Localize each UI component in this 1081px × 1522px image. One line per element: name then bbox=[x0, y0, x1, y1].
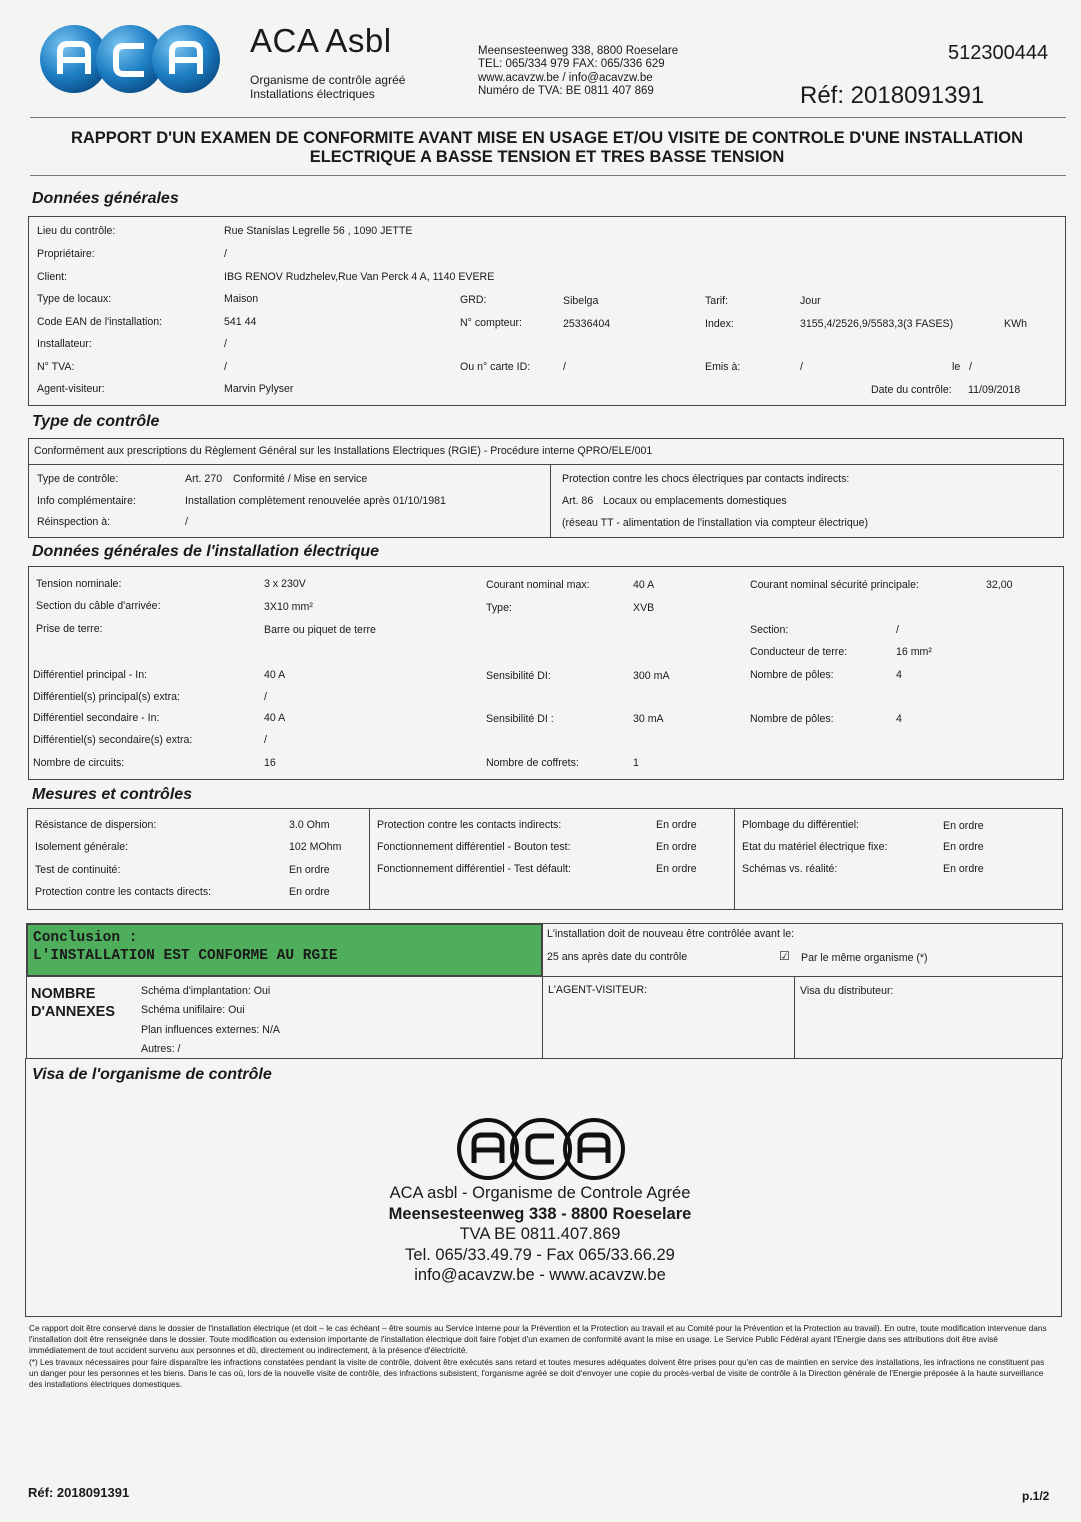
field-label: Type de contrôle: bbox=[37, 473, 119, 485]
field-value: / bbox=[224, 361, 227, 373]
web-mail: www.acavzw.be / info@acavzw.be bbox=[478, 71, 653, 84]
title-line2: ELECTRIQUE A BASSE TENSION ET TRES BASSE TENSION bbox=[309, 148, 785, 166]
field-value: XVB bbox=[633, 602, 655, 614]
section-heading-installation: Données générales de l'installation électrique bbox=[32, 543, 380, 560]
field-value: En ordre bbox=[943, 841, 984, 853]
divider bbox=[550, 465, 551, 537]
document-number: 512300444 bbox=[948, 42, 1049, 64]
field-value: 40 A bbox=[264, 669, 286, 681]
section-heading-general: Données générales bbox=[32, 190, 179, 207]
field-value: Conformité / Mise en service bbox=[233, 473, 368, 485]
footer-reference: Réf: 2018091391 bbox=[28, 1485, 130, 1500]
field-label: Index: bbox=[705, 318, 734, 330]
field-value: / bbox=[224, 248, 227, 260]
field-value: 40 A bbox=[633, 579, 655, 591]
aca-logo-icon bbox=[38, 22, 222, 96]
field-value: En ordre bbox=[289, 864, 330, 876]
visa-stamp bbox=[340, 1183, 740, 1286]
field-value: 102 MOhm bbox=[289, 841, 342, 853]
field-label: Fonctionnement différentiel - Bouton test: bbox=[377, 841, 571, 853]
conclusion-banner bbox=[27, 924, 542, 976]
field-value: / bbox=[896, 624, 899, 636]
field-label: Nombre de pôles: bbox=[750, 669, 834, 681]
field-label: Lieu du contrôle: bbox=[37, 225, 116, 237]
field-value: 16 bbox=[264, 757, 276, 769]
field-label: Prise de terre: bbox=[36, 623, 103, 635]
field-label: Client: bbox=[37, 271, 68, 283]
field-value: 4 bbox=[896, 713, 902, 725]
field-value: Art. 270 bbox=[185, 473, 223, 485]
control-details-box bbox=[28, 464, 1064, 538]
field-value: 25336404 bbox=[563, 318, 611, 330]
field-label: N° TVA: bbox=[37, 361, 75, 373]
annexes-title-line1: NOMBRE bbox=[31, 986, 96, 1002]
annex-item: Schéma d'implantation: Oui bbox=[141, 985, 271, 997]
field-label: Agent-visiteur: bbox=[37, 383, 105, 395]
agent-signature-label: L'AGENT-VISITEUR: bbox=[548, 984, 648, 996]
field-value: En ordre bbox=[943, 863, 984, 875]
field-value: 40 A bbox=[264, 712, 286, 724]
field-value: 30 mA bbox=[633, 713, 664, 725]
field-value: Maison bbox=[224, 293, 259, 305]
field-value: En ordre bbox=[943, 820, 984, 832]
field-value: / bbox=[563, 361, 566, 373]
field-value: 3.0 Ohm bbox=[289, 819, 330, 831]
field-label: Tension nominale: bbox=[36, 578, 122, 590]
field-label: Courant nominal max: bbox=[486, 579, 590, 591]
protection-art: Art. 86 bbox=[562, 495, 594, 507]
conclusion-text: L'INSTALLATION EST CONFORME AU RGIE bbox=[33, 948, 338, 964]
field-label: Sensibilité DI: bbox=[486, 670, 551, 682]
page-number: p.1/2 bbox=[1022, 1489, 1050, 1503]
field-label: Différentiel secondaire - In: bbox=[33, 712, 160, 724]
stamp-line: Meensesteenweg 338 - 8800 Roeselare bbox=[388, 1204, 692, 1223]
field-label: Test de continuité: bbox=[35, 864, 121, 876]
stamp-line: ACA asbl - Organisme de Controle Agrée bbox=[389, 1184, 691, 1202]
field-value: 3155,4/2526,9/5583,3(3 FASES) bbox=[800, 318, 954, 330]
field-value: 3 x 230V bbox=[264, 578, 306, 590]
field-value: / bbox=[264, 691, 267, 703]
divider bbox=[734, 809, 735, 909]
field-label: Résistance de dispersion: bbox=[35, 819, 157, 831]
field-label: Protection contre les contacts indirects: bbox=[377, 819, 562, 831]
field-label: Type: bbox=[486, 602, 512, 614]
stamp-line: Tel. 065/33.49.79 - Fax 065/33.66.29 bbox=[405, 1245, 675, 1264]
field-value: / bbox=[224, 338, 227, 350]
tel-fax: TEL: 065/334 979 FAX: 065/336 629 bbox=[478, 58, 665, 71]
field-value: 16 mm² bbox=[896, 646, 932, 658]
brand-sub-line2: Installations électriques bbox=[250, 87, 375, 101]
field-label: GRD: bbox=[460, 294, 487, 306]
field-label: Nombre de circuits: bbox=[33, 757, 125, 769]
field-label: Date du contrôle: bbox=[871, 384, 952, 396]
field-value: / bbox=[969, 361, 972, 373]
brand-sub-line1: Organisme de contrôle agréé bbox=[250, 73, 406, 87]
section-heading-measures: Mesures et contrôles bbox=[32, 786, 193, 803]
field-label: Différentiel principal - In: bbox=[33, 669, 148, 681]
control-intro: Conformément aux prescriptions du Règlement Général sur les Installations Electriques (RGIE) - Procédure interne QPRO/ELE/001 bbox=[34, 445, 653, 457]
field-value: / bbox=[264, 734, 267, 746]
field-value: 32,00 bbox=[986, 579, 1013, 591]
field-label: Code EAN de l'installation: bbox=[37, 316, 163, 328]
field-value: Marvin Pylyser bbox=[224, 383, 294, 395]
contact-block bbox=[478, 45, 678, 99]
field-value: En ordre bbox=[656, 863, 697, 875]
field-label: Isolement générale: bbox=[35, 841, 129, 853]
annexes-title-line2: D'ANNEXES bbox=[31, 1004, 116, 1020]
field-label: Fonctionnement différentiel - Test défault: bbox=[377, 863, 571, 875]
annexes-title bbox=[31, 985, 115, 1021]
field-label: Courant nominal sécurité principale: bbox=[750, 579, 919, 591]
protection-value: Locaux ou emplacements domestiques bbox=[603, 495, 787, 507]
field-value: IBG RENOV Rudzhelev,Rue Van Perck 4 A, 1140 EVERE bbox=[224, 271, 495, 283]
field-value: 11/09/2018 bbox=[968, 384, 1021, 396]
same-organism-label: Par le même organisme (*) bbox=[801, 952, 928, 964]
field-label: Nombre de pôles: bbox=[750, 713, 834, 725]
section-heading-visa: Visa de l'organisme de contrôle bbox=[32, 1066, 272, 1083]
field-value: Jour bbox=[800, 295, 821, 307]
field-label: Etat du matériel électrique fixe: bbox=[742, 841, 888, 853]
report-title bbox=[40, 129, 1054, 167]
protection-note: (réseau TT - alimentation de l'installation via compteur électrique) bbox=[562, 517, 869, 529]
stamp-line: TVA BE 0811.407.869 bbox=[459, 1225, 621, 1244]
brand-name: ACA Asbl bbox=[250, 22, 392, 59]
legal-paragraph: Ce rapport doit être conservé dans le dossier de l'installation électrique (et doit – le cas échéant – être soumis au Service interne pour la Prévention et la Protection au travail et au Comité pour la Prévention et la Protection au travail). En outre, toute modification intervenue dans l'installation doit être renseignée dans le dossier. Toute modification ou extension importante de l'installation électrique doit faire l'objet d'un examen de conformité avant la mise en usage. Le Service Public Fédéral ayant l'Energie dans ses attributions doit être avisé immédiatement de tout accident survenu aux personnes et dû, directement ou indirectement, à la présence d'électricité. bbox=[29, 1323, 1047, 1356]
field-value: En ordre bbox=[289, 886, 330, 898]
field-value: En ordre bbox=[656, 819, 697, 831]
field-value: / bbox=[185, 516, 188, 528]
legal-paragraph: (*) Les travaux nécessaires pour faire disparaître les infractions constatées pendant la visite de contrôle, doivent être exécutés sans retard et toutes mesures adéquates doivent être prises pour qu'en cas de maintien en service des installations, les infractions ne constituent pas un danger pour les personnes et les biens. Dans le cas où, lors de la nouvelle visite de contrôle, des infractions subsistent, l'organisme agréé se doit d'envoyer une copie du procès-verbal de visite de contrôle à la Direction générale de l'Energie préposée à la haute surveillance des installations électriques domestiques. bbox=[29, 1356, 1045, 1390]
field-label: N° compteur: bbox=[460, 317, 522, 329]
reference-number: Réf: 2018091391 bbox=[800, 82, 985, 109]
vat-number: Numéro de TVA: BE 0811 407 869 bbox=[478, 85, 654, 98]
conclusion-title: Conclusion : bbox=[33, 930, 138, 946]
field-unit: KWh bbox=[1004, 318, 1027, 330]
field-value: Sibelga bbox=[563, 295, 599, 307]
aca-stamp-logo-icon bbox=[456, 1117, 626, 1181]
field-label: Différentiel(s) secondaire(s) extra: bbox=[33, 734, 193, 746]
annex-item: Autres: / bbox=[141, 1043, 181, 1055]
field-label: Type de locaux: bbox=[37, 293, 112, 305]
field-label: Sensibilité DI : bbox=[486, 713, 554, 725]
divider bbox=[794, 976, 795, 1059]
field-label: Emis à: bbox=[705, 361, 741, 373]
field-value: En ordre bbox=[656, 841, 697, 853]
title-line1: RAPPORT D'UN EXAMEN DE CONFORMITE AVANT MISE EN USAGE ET/OU VISITE DE CONTROLE D'UNE INSTALLATION bbox=[70, 129, 1024, 147]
control-intro-box bbox=[28, 438, 1064, 465]
field-value: 541 44 bbox=[224, 316, 257, 328]
installation-box bbox=[28, 566, 1064, 780]
field-label: Installateur: bbox=[37, 338, 92, 350]
field-label: Plombage du différentiel: bbox=[742, 819, 860, 831]
annex-item: Plan influences externes: N/A bbox=[141, 1024, 280, 1036]
field-label: Schémas vs. réalité: bbox=[742, 863, 838, 875]
measures-box bbox=[27, 808, 1063, 910]
field-label: Tarif: bbox=[705, 295, 728, 307]
field-value: 3X10 mm² bbox=[264, 601, 313, 613]
checkbox-checked-icon[interactable]: ☑ bbox=[779, 949, 790, 963]
field-value: Rue Stanislas Legrelle 56 , 1090 JETTE bbox=[224, 225, 413, 237]
field-value: / bbox=[800, 361, 803, 373]
divider bbox=[542, 923, 543, 1059]
field-value: 300 mA bbox=[633, 670, 670, 682]
field-label: Réinspection à: bbox=[37, 516, 111, 528]
field-label: Section: bbox=[750, 624, 789, 636]
field-label: Propriétaire: bbox=[37, 248, 95, 260]
brand-subtitle bbox=[250, 73, 405, 101]
field-label: Nombre de coffrets: bbox=[486, 757, 579, 769]
field-label: Info complémentaire: bbox=[37, 495, 136, 507]
divider bbox=[30, 175, 1066, 176]
field-value: 4 bbox=[896, 669, 902, 681]
field-label: Section du câble d'arrivée: bbox=[36, 600, 161, 612]
field-label: le bbox=[952, 361, 961, 373]
field-label: Différentiel(s) principal(s) extra: bbox=[33, 691, 180, 703]
divider bbox=[369, 809, 370, 909]
legal-notice bbox=[29, 1323, 1051, 1390]
distributor-visa-label: Visa du distributeur: bbox=[800, 985, 894, 997]
field-value: Barre ou piquet de terre bbox=[264, 624, 376, 636]
next-control-label: L'installation doit de nouveau être contrôlée avant le: bbox=[547, 928, 795, 940]
address: Meensesteenweg 338, 8800 Roeselare bbox=[478, 45, 679, 57]
divider bbox=[30, 117, 1066, 118]
field-label: Protection contre les contacts directs: bbox=[35, 886, 212, 898]
divider bbox=[26, 976, 1063, 977]
next-control-value: 25 ans après date du contrôle bbox=[547, 951, 688, 963]
field-value: 1 bbox=[633, 757, 639, 769]
field-label: Conducteur de terre: bbox=[750, 646, 848, 658]
field-value: Installation complètement renouvelée après 01/10/1981 bbox=[185, 495, 446, 507]
field-label: Ou n° carte ID: bbox=[460, 361, 531, 373]
general-data-box bbox=[28, 216, 1066, 406]
section-heading-control: Type de contrôle bbox=[32, 413, 160, 430]
annex-item: Schéma unifilaire: Oui bbox=[141, 1004, 245, 1016]
protection-title: Protection contre les chocs électriques par contacts indirects: bbox=[562, 473, 850, 485]
stamp-line: info@acavzw.be - www.acavzw.be bbox=[414, 1266, 666, 1285]
